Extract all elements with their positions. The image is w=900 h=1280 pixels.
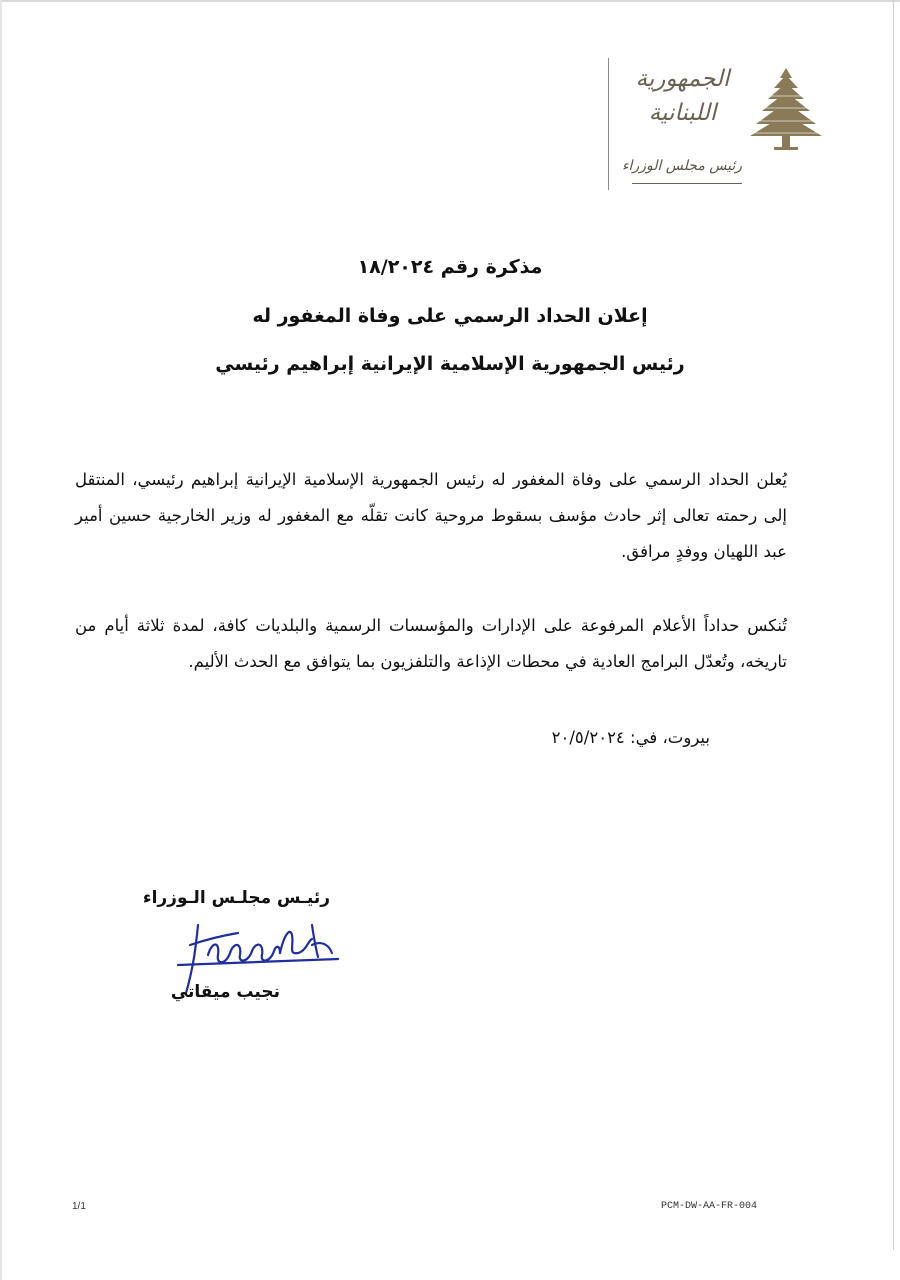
office-caption-underline bbox=[632, 183, 742, 184]
logo-text-line1: الجمهورية bbox=[635, 66, 730, 92]
signatory-name: نجيب ميقاتي bbox=[170, 982, 280, 1002]
body-paragraph-1: يُعلن الحداد الرسمي على وفاة المغفور له رئيس الجمهورية الإسلامية الإيرانية إبراهيم رئيسي، المنتقل إلى رحمته تعالى إثر حادث مؤسف بسقوط مروحية كانت تقلّه مع المغفور له وزير الخارجية حسين أمير عبد اللهيان ووفدٍ مرافق. bbox=[75, 470, 787, 561]
scan-edge-right bbox=[893, 0, 894, 1250]
form-code: PCM-DW-AA-FR-004 bbox=[661, 1201, 758, 1212]
memo-title-line2: رئيس الجمهورية الإسلامية الإيرانية إبراهيم رئيسي bbox=[215, 353, 685, 375]
republic-logo-text bbox=[625, 62, 740, 130]
letterhead-divider bbox=[608, 58, 609, 190]
office-caption: رئيس مجلس الوزراء bbox=[621, 158, 743, 174]
cedar-emblem-icon bbox=[746, 66, 826, 152]
memo-title-line1: إعلان الحداد الرسمي على وفاة المغفور له bbox=[252, 305, 648, 327]
signatory-title: رئيـس مجلـس الـوزراء bbox=[142, 888, 330, 908]
logo-text-line2: اللبنانية bbox=[648, 100, 717, 126]
scan-edge-top bbox=[0, 0, 900, 2]
page-indicator: 1/1 bbox=[72, 1201, 86, 1212]
memo-number: مذكرة رقم ١٨/٢٠٢٤ bbox=[357, 256, 543, 278]
place-date-line: بيروت، في: ٢٠/٥/٢٠٢٤ bbox=[551, 728, 710, 747]
body-paragraph-2: تُنكس حداداً الأعلام المرفوعة على الإدارات والمؤسسات الرسمية والبلديات كافة، لمدة ثلاثة أيام من تاريخه، وتُعدّل البرامج العادية في محطات الإذاعة والتلفزيون بما يتوافق مع الحدث الأليم. bbox=[75, 616, 787, 671]
scan-edge-left bbox=[0, 0, 2, 1280]
